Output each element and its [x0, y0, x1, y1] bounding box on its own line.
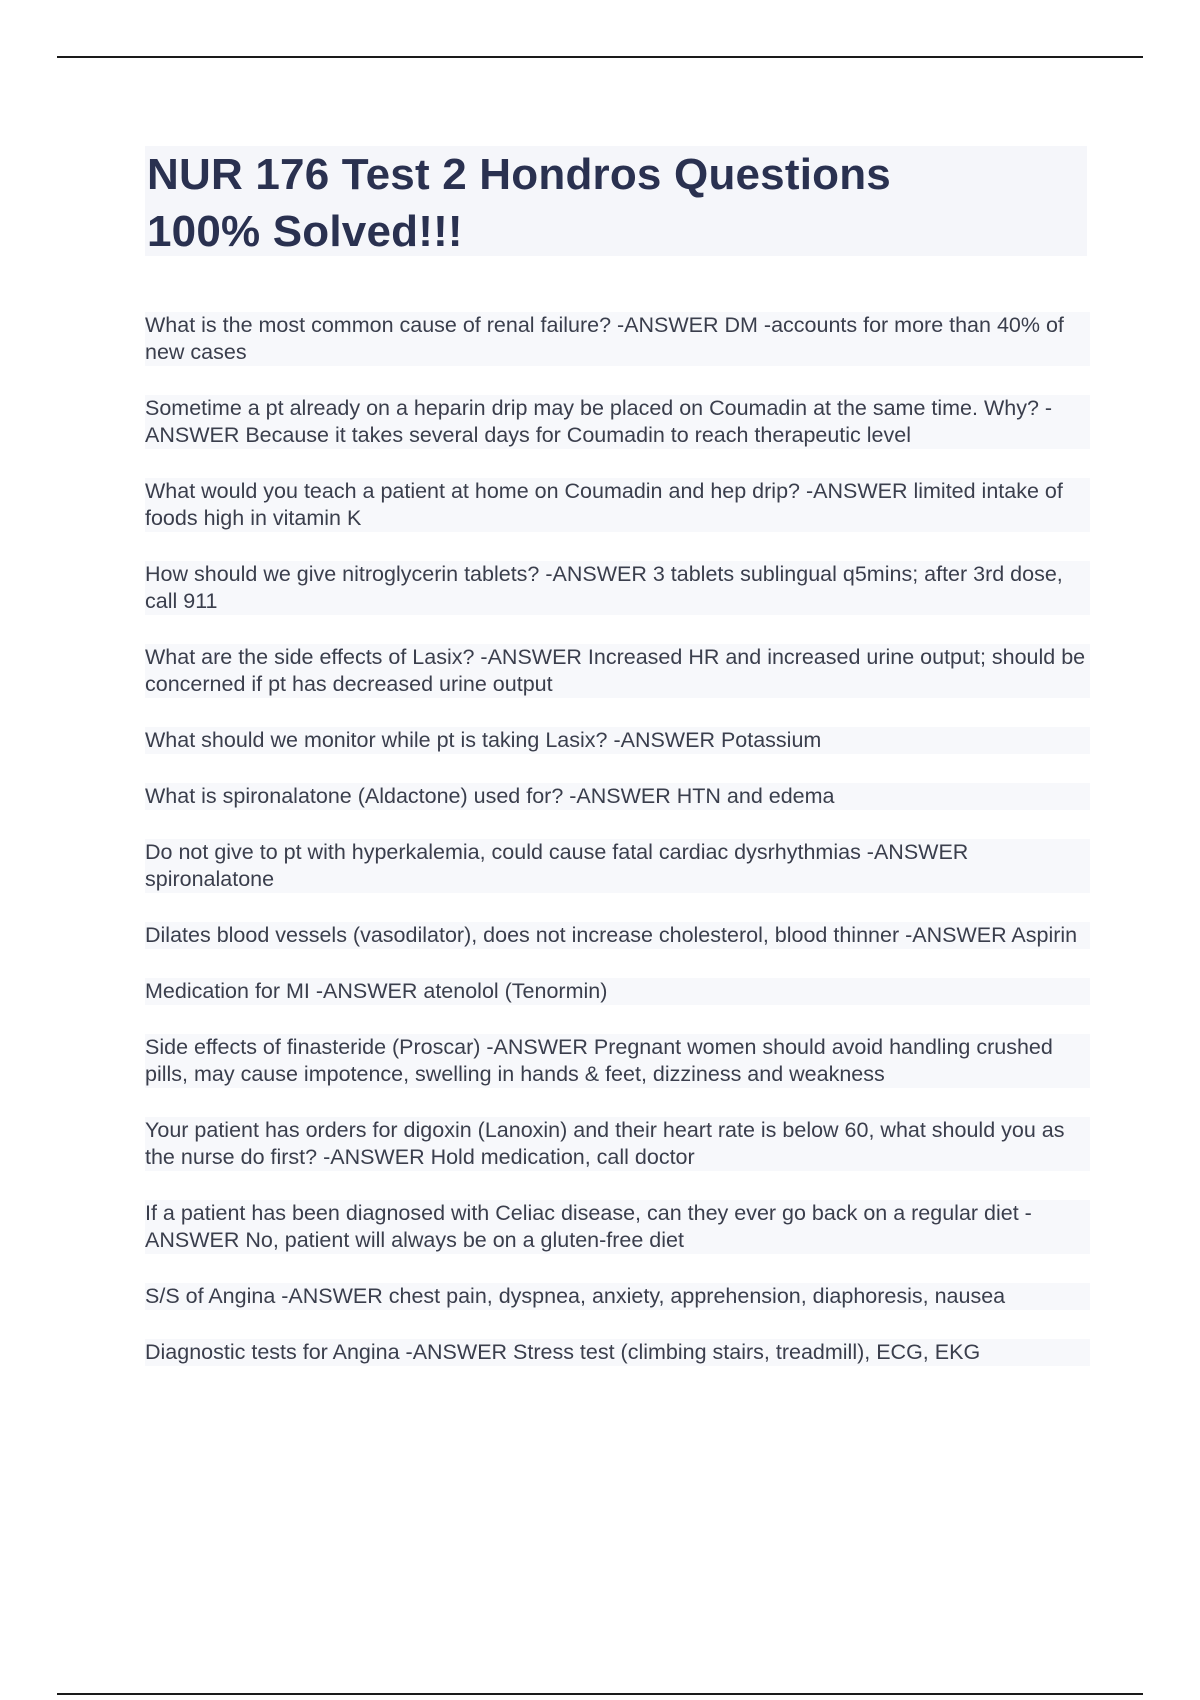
- qa-item: S/S of Angina -ANSWER chest pain, dyspnea, anxiety, apprehension, diaphoresis, nausea: [145, 1283, 1090, 1310]
- qa-item: Medication for MI -ANSWER atenolol (Tenormin): [145, 978, 1090, 1005]
- title-block: [145, 146, 1087, 256]
- qa-item: Diagnostic tests for Angina -ANSWER Stress test (climbing stairs, treadmill), ECG, EKG: [145, 1339, 1090, 1366]
- qa-item: What would you teach a patient at home on Coumadin and hep drip? -ANSWER limited intake of foods high in vitamin K: [145, 478, 1090, 532]
- qa-item: Dilates blood vessels (vasodilator), does not increase cholesterol, blood thinner -ANSWER Aspirin: [145, 922, 1090, 949]
- top-divider: [57, 56, 1143, 58]
- qa-item: What should we monitor while pt is taking Lasix? -ANSWER Potassium: [145, 727, 1090, 754]
- qa-item: How should we give nitroglycerin tablets? -ANSWER 3 tablets sublingual q5mins; after 3rd dose, call 911: [145, 561, 1090, 615]
- bottom-divider: [57, 1693, 1143, 1695]
- title-line-2: 100% Solved!!!: [147, 207, 463, 256]
- document-title: [147, 146, 1085, 260]
- title-line-1: NUR 176 Test 2 Hondros Questions: [147, 150, 891, 199]
- qa-item: What is spironalatone (Aldactone) used for? -ANSWER HTN and edema: [145, 783, 1090, 810]
- qa-item: Your patient has orders for digoxin (Lanoxin) and their heart rate is below 60, what should you as the nurse do first? -ANSWER Hold medication, call doctor: [145, 1117, 1090, 1171]
- qa-item: Do not give to pt with hyperkalemia, could cause fatal cardiac dysrhythmias -ANSWER spironalatone: [145, 839, 1090, 893]
- qa-item: Side effects of finasteride (Proscar) -ANSWER Pregnant women should avoid handling crushed pills, may cause impotence, swelling in hands & feet, dizziness and weakness: [145, 1034, 1090, 1088]
- qa-list: [145, 312, 1090, 1395]
- qa-item: What is the most common cause of renal failure? -ANSWER DM -accounts for more than 40% of new cases: [145, 312, 1090, 366]
- qa-item: What are the side effects of Lasix? -ANSWER Increased HR and increased urine output; should be concerned if pt has decreased urine output: [145, 644, 1090, 698]
- qa-item: If a patient has been diagnosed with Celiac disease, can they ever go back on a regular diet -ANSWER No, patient will always be on a gluten-free diet: [145, 1200, 1090, 1254]
- qa-item: Sometime a pt already on a heparin drip may be placed on Coumadin at the same time. Why? -ANSWER Because it takes several days for Coumadin to reach therapeutic level: [145, 395, 1090, 449]
